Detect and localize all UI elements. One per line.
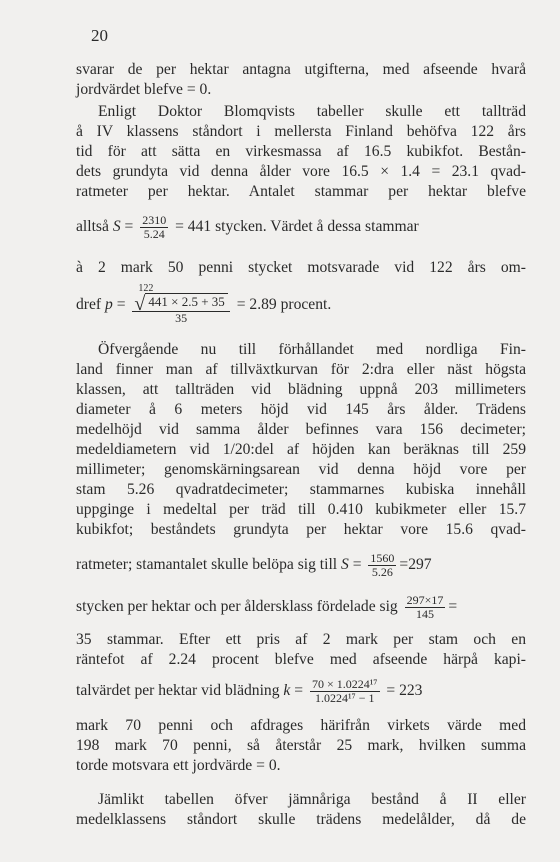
fraction: [368, 552, 396, 579]
page-number: 20: [91, 26, 108, 45]
formula-rest: = 441 stycken. Värdet å dessa stammar: [171, 218, 419, 236]
formula-stamantal: [76, 552, 526, 579]
formula-prefix: alltså: [76, 218, 113, 236]
formula-variable: S: [112, 218, 121, 236]
fraction-numerator: [132, 282, 229, 315]
text-line: diameter å 6 meters höjd vid 145 års ålder. Trädens: [76, 401, 526, 418]
text-line: å IV klassens ståndort i mellersta Finland behöfva 122 års: [76, 123, 526, 140]
fraction-numerator: 1560: [370, 551, 395, 565]
radical-sign-icon: √: [134, 293, 146, 315]
fraction-denominator: 1.0224¹⁷ − 1: [314, 691, 375, 705]
formula-prefix: ratmeter; stamantalet skulle belöpa sig till: [76, 556, 342, 574]
formula-prefix: stycken per hektar och per åldersklass fördelade sig: [76, 598, 402, 616]
text-line: räntefot af 2.24 procent blefve med afseende härpå kapi-: [76, 651, 526, 668]
text-line: à 2 mark 50 penni stycket motsvarade vid 122 års om-: [76, 259, 526, 276]
formula-variable: k: [283, 682, 291, 700]
formula-stycken: [76, 594, 526, 621]
text-line: land finner man af tillväxtkurvan för 2:dra eller näst högsta: [76, 361, 526, 378]
fraction: [140, 214, 168, 241]
formula-prefix: dref: [76, 296, 106, 314]
text-line: klassen, att tallträden vid blädning uppnå 203 millimeters: [76, 381, 526, 398]
paragraph-3: [76, 340, 526, 540]
fraction-denominator: 5.26: [371, 565, 393, 579]
text-line: ratmeter per hektar. Antalet stammar per hektar blefve: [76, 183, 526, 200]
formula-k: [76, 678, 526, 705]
radicand: 441 × 2.5 + 35: [145, 293, 227, 309]
fraction-numerator: 2310: [142, 213, 167, 227]
formula-equals: =: [290, 682, 307, 700]
text-line: medelklassens ståndort skulle trädens medelålder, då de: [76, 811, 526, 828]
fraction: [310, 678, 380, 705]
text-line: Öfvergående nu till förhållandet med nordliga Fin-: [98, 341, 526, 358]
text-line: dets grundyta vid denna ålder vore 16.5 × 1.4 = 23.1 qvad-: [76, 163, 526, 180]
formula-rest: =297: [399, 556, 432, 574]
paragraph-1: [76, 60, 526, 100]
line-a2mark: [76, 258, 526, 278]
radical: [134, 293, 227, 315]
fraction-denominator: 35: [175, 311, 188, 325]
fraction-denominator: 5.24: [143, 227, 165, 241]
paragraph-5: [76, 716, 526, 776]
paragraph-2: [76, 102, 526, 202]
paragraph-6: [76, 790, 526, 830]
formula-rest: = 2.89 procent.: [232, 296, 332, 314]
formula-dref: [76, 282, 526, 325]
radical-fraction: [132, 282, 229, 325]
text-line: mark 70 penni och afdrages härifrån virkets värde med: [76, 717, 526, 734]
text-line: Jämlikt tabellen öfver jämnåriga bestånd å II eller: [98, 791, 526, 808]
text-line: 198 mark 70 penni, så återstår 25 mark, hvilken summa: [76, 737, 526, 754]
text-line: svarar de per hektar antagna utgifterna, med afseende hvarå: [76, 61, 526, 78]
formula-equals: =: [120, 218, 138, 236]
text-line: torde motsvara ett jordvärde = 0.: [76, 757, 281, 774]
formula-equals: =: [348, 556, 366, 574]
text-line: uppginge i medeltal per träd till 0.410 kubikmeter eller 15.7: [76, 501, 526, 518]
formula-equals: =: [112, 296, 130, 314]
text-line: stam 5.26 qvadratdecimeter; stammarnes kubiska innehåll: [76, 481, 526, 498]
fraction-denominator: 145: [416, 607, 435, 621]
formula-rest: = 223: [382, 682, 423, 700]
formula-prefix: talvärdet per hektar vid blädning: [76, 682, 284, 700]
paragraph-4: [76, 630, 526, 670]
text-line: millimeter; genomskärningsarean vid denna höjd vore per: [76, 461, 526, 478]
text-line: jordvärdet blefve = 0.: [76, 81, 212, 98]
fraction-numerator: 70 × 1.0224¹⁷: [311, 677, 378, 691]
formula-variable: S: [341, 556, 349, 574]
text-line: 35 stammar. Efter ett pris af 2 mark per stam och en: [76, 631, 526, 648]
formula-variable: p: [105, 296, 113, 314]
text-line: medelhöjd vid samma ålder befinnes vara 156 decimeter;: [76, 421, 526, 438]
text-line: Enligt Doktor Blomqvists tabeller skulle ett tallträd: [98, 103, 526, 120]
formula-alltsa: [76, 214, 526, 241]
formula-rest: =: [448, 598, 458, 616]
fraction-numerator: 297×17: [406, 593, 444, 607]
text-line: medeldiametern vid 1/20:del af höjden kan beräknas till 259: [76, 441, 526, 458]
fraction: [405, 594, 446, 621]
text-line: kubikfot; beståndets grundyta per hektar vore 15.6 qvad-: [76, 521, 526, 538]
radical-index: 122: [138, 283, 154, 294]
text-line: tid för att sätta en virkesmassa af 16.5 kubikfot. Bestån-: [76, 143, 526, 160]
